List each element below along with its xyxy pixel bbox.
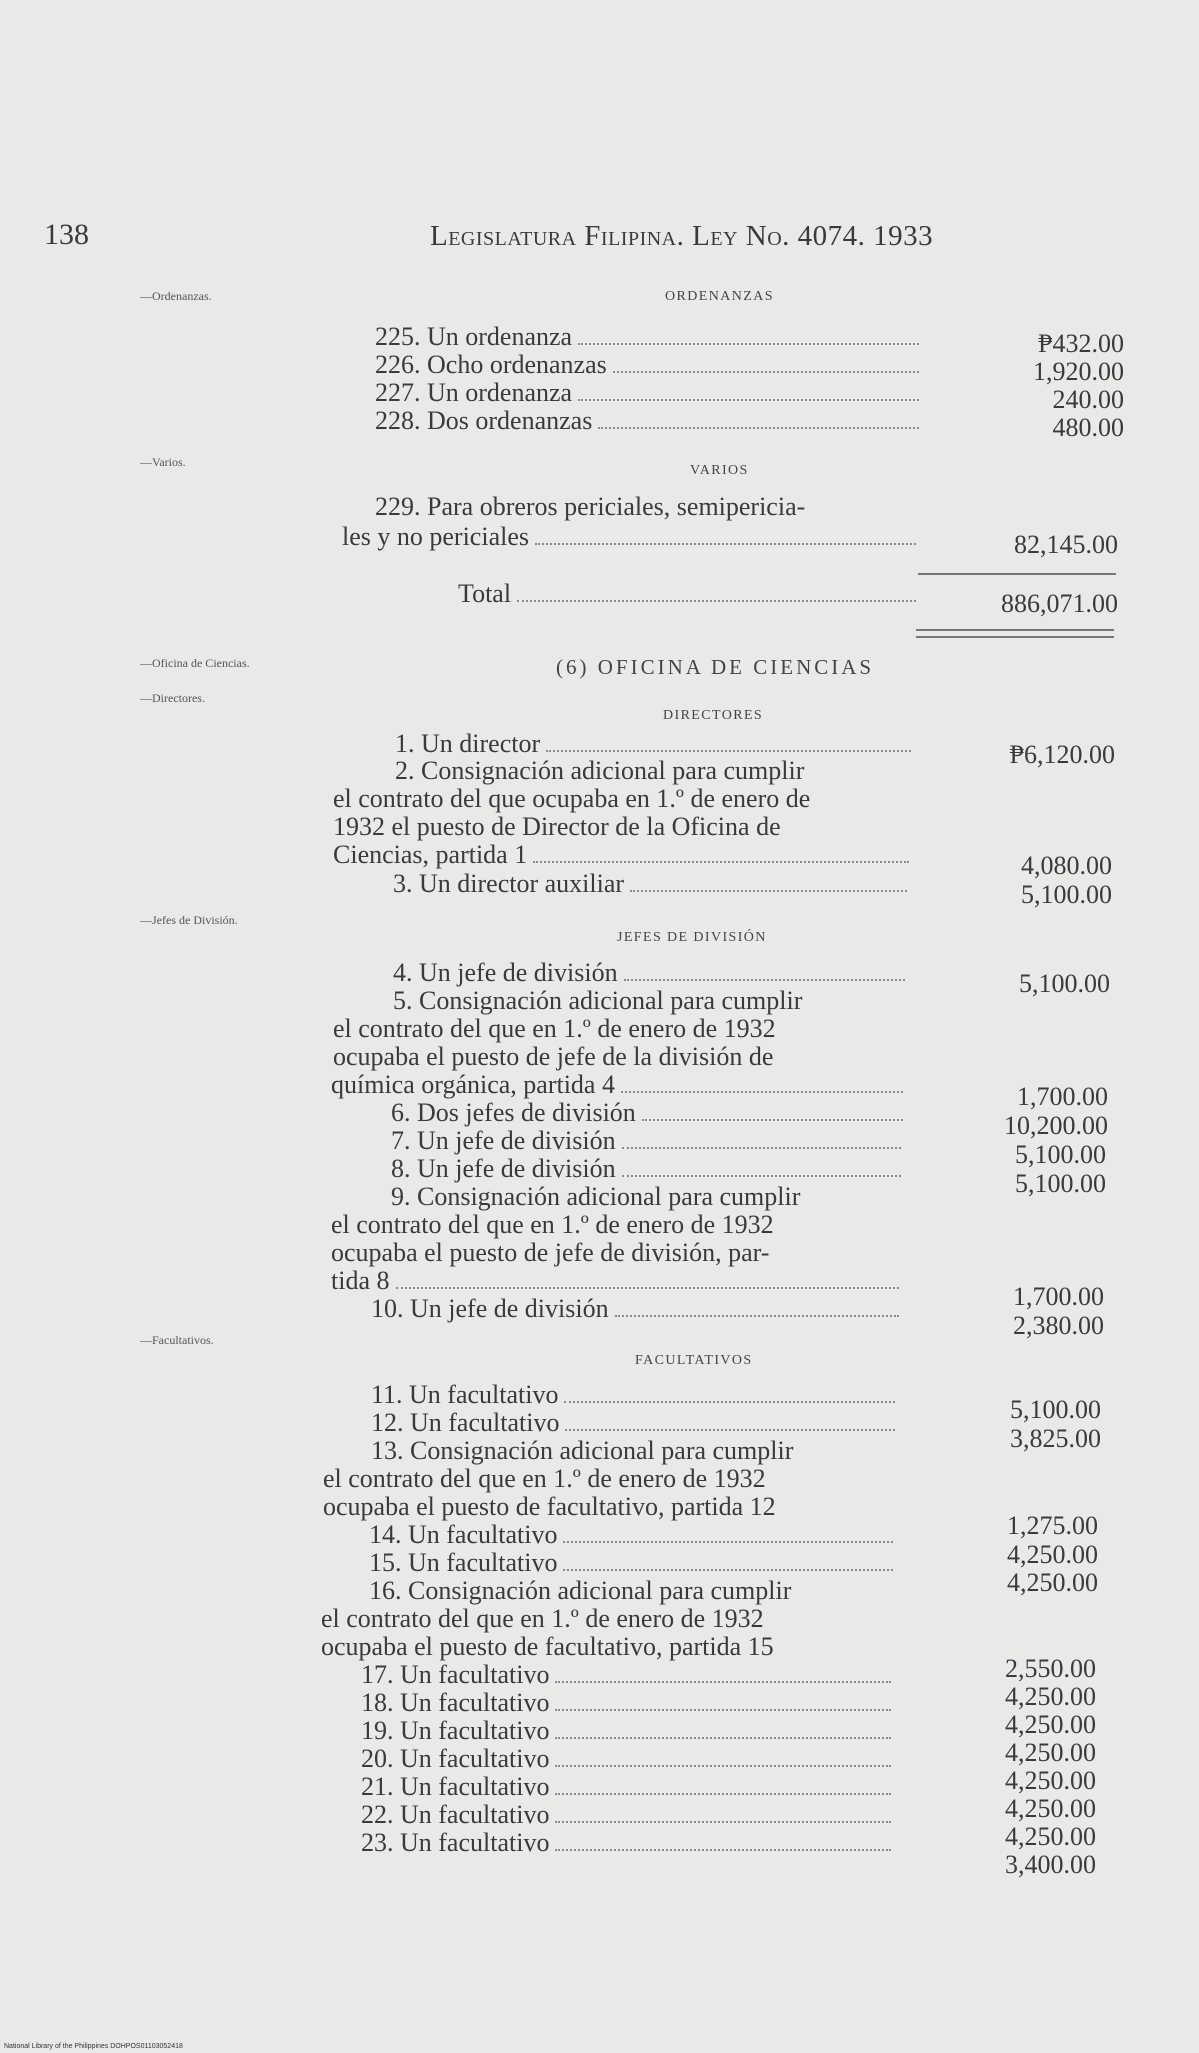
total-amount: 886,071.00 [1001,589,1118,618]
line-item-6: 6. Dos jefes de división [391,1099,909,1127]
line-item-17: 17. Un facultativo [361,1661,897,1689]
line-item-15: 15. Un facultativo [369,1549,899,1577]
line-item-5-line1: 5. Consignación adicional para cumplir [393,986,803,1015]
line-item-227: 227. Un ordenanza [375,379,925,407]
margin-note-oficina: —Oficina de Ciencias. [140,656,250,670]
line-item-9-line2: el contrato del que en 1.º de enero de 1932 [331,1210,774,1239]
line-item-5-line3: ocupaba el puesto de jefe de la división de [333,1042,774,1071]
line-item-16: ocupaba el puesto de facultativo, partida 15 [321,1632,774,1661]
amount-7: 5,100.00 [1015,1140,1106,1169]
line-item-20: 20. Un facultativo [361,1745,897,1773]
margin-note-ordenanzas: —Ordenanzas. [140,289,212,303]
running-head: Legislatura Filipina. Ley No. 4074. 1933 [430,220,934,252]
margin-note-directores: —Directores. [140,691,205,705]
amount-18: 4,250.00 [1005,1710,1096,1739]
amount-3: 5,100.00 [1021,880,1112,909]
line-item-2: Ciencias, partida 1 [333,841,915,869]
amount-4: 5,100.00 [1019,969,1110,998]
line-item-228: 228. Dos ordenanzas [375,407,925,435]
amount-12: 3,825.00 [1010,1424,1101,1453]
line-item-22: 22. Un facultativo [361,1801,897,1829]
line-item-10: 10. Un jefe de división [371,1295,905,1323]
line-item-3: 3. Un director auxiliar [393,870,913,898]
line-item-9-line3: ocupaba el puesto de jefe de división, par- [331,1238,770,1267]
amount-21: 4,250.00 [1005,1794,1096,1823]
line-item-2-line3: 1932 el puesto de Director de la Oficina de [333,812,781,841]
amount-11: 5,100.00 [1010,1395,1101,1424]
amount-19: 4,250.00 [1005,1738,1096,1767]
line-item-11: 11. Un facultativo [371,1381,901,1409]
line-item-14: 14. Un facultativo [369,1521,899,1549]
margin-note-varios: —Varios. [140,455,186,469]
line-item-21: 21. Un facultativo [361,1773,897,1801]
amount-10: 2,380.00 [1013,1311,1104,1340]
total-line: Total [458,580,922,608]
margin-note-facultativos: —Facultativos. [140,1333,214,1347]
line-item-13-line1: 13. Consignación adicional para cumplir [371,1436,794,1465]
amount-13: 1,275.00 [1007,1511,1098,1540]
amount-17: 4,250.00 [1005,1682,1096,1711]
section-heading-ordenanzas: ORDENANZAS [665,289,774,304]
line-item-5: química orgánica, partida 4 [331,1071,909,1099]
line-item-13-line2: el contrato del que en 1.º de enero de 1932 [323,1464,766,1493]
amount-22: 4,250.00 [1005,1822,1096,1851]
amount-8: 5,100.00 [1015,1169,1106,1198]
line-item-226: 226. Ocho ordenanzas [375,351,925,379]
section-heading-facultativos: FACULTATIVOS [635,1353,753,1368]
footer-watermark: National Library of the Philippines DOHPOS01103052418 [4,2043,183,2050]
line-item-18: 18. Un facultativo [361,1689,897,1717]
section-heading-directores: DIRECTORES [663,708,764,723]
line-item-16-line2: el contrato del que en 1.º de enero de 1932 [321,1604,764,1633]
line-item-16-line1: 16. Consignación adicional para cumplir [369,1576,792,1605]
amount-1: ₱6,120.00 [1009,740,1115,769]
amount-5: 1,700.00 [1017,1082,1108,1111]
amount-15: 4,250.00 [1007,1568,1098,1597]
line-item-1: 1. Un director [395,730,917,758]
line-item-12: 12. Un facultativo [371,1409,901,1437]
line-item-4: 4. Un jefe de división [393,959,911,987]
line-item-5-line2: el contrato del que en 1.º de enero de 1932 [333,1014,776,1043]
line-item-19: 19. Un facultativo [361,1717,897,1745]
amount-229: 82,145.00 [1014,530,1118,559]
section-heading-oficina: (6) OFICINA DE CIENCIAS [556,655,875,679]
amount-16: 2,550.00 [1005,1654,1096,1683]
line-item-9-line1: 9. Consignación adicional para cumplir [391,1182,801,1211]
page-number: 138 [44,218,89,251]
amount-226: 1,920.00 [1033,357,1124,386]
amount-14: 4,250.00 [1007,1540,1098,1569]
amount-23: 3,400.00 [1005,1850,1096,1879]
line-item-2-line1: 2. Consignación adicional para cumplir [395,756,805,785]
line-item-9: tida 8 [331,1267,905,1295]
line-item-23: 23. Un facultativo [361,1829,897,1857]
amount-9: 1,700.00 [1013,1282,1104,1311]
amount-225: ₱432.00 [1038,329,1124,358]
line-item-7: 7. Un jefe de división [391,1127,907,1155]
line-item-225: 225. Un ordenanza [375,323,925,351]
margin-note-jefes: —Jefes de División. [140,913,238,927]
line-item-2-line2: el contrato del que ocupaba en 1.º de enero de [333,784,811,813]
sum-rule [918,573,1116,575]
amount-6: 10,200.00 [1004,1111,1108,1140]
line-item-229: les y no periciales [342,523,922,551]
line-item-8: 8. Un jefe de división [391,1155,907,1183]
amount-228: 480.00 [1052,413,1124,442]
total-double-rule-bottom [916,636,1114,638]
total-double-rule-top [916,629,1114,631]
amount-2: 4,080.00 [1021,851,1112,880]
section-heading-varios: VARIOS [690,463,749,478]
line-item-13: ocupaba el puesto de facultativo, partida 12 [323,1492,776,1521]
amount-20: 4,250.00 [1005,1766,1096,1795]
amount-227: 240.00 [1052,385,1124,414]
section-heading-jefes: JEFES DE DIVISIÓN [617,930,767,945]
line-item-229-line1: 229. Para obreros periciales, semipericia- [375,492,806,521]
